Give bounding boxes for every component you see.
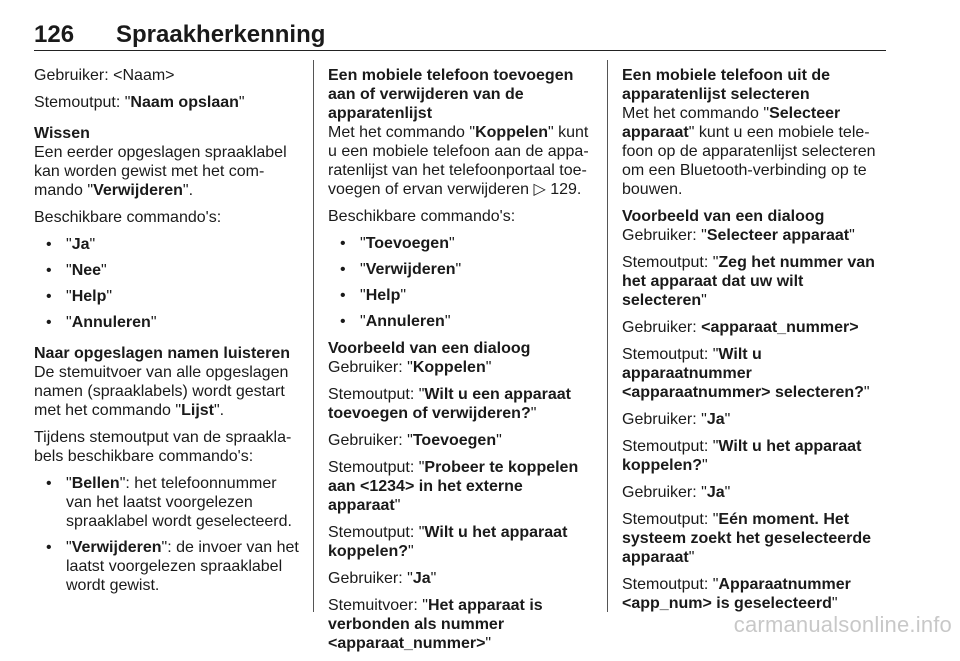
list-item: • "Verwijderen" xyxy=(328,260,598,279)
dialog-line: Stemoutput: "Apparaatnummer <app_num> is geselecteerd" xyxy=(622,576,851,612)
section-heading-add-remove: Een mobiele telefoon toevoegen aan of verwijderen van de apparatenlijst xyxy=(328,67,574,122)
dialog-line: Gebruiker: "Ja" xyxy=(622,484,731,501)
paragraph: Met het commando "Koppelen" kunt u een mobiele telefoon aan de appa-ratenlijst van het telefoonportaal toe-voegen of ervan verwijderen ▷ 129. xyxy=(328,124,589,198)
list-item: • "Annuleren" xyxy=(328,312,598,331)
paragraph: Een eerder opgeslagen spraaklabel kan worden gewist met het com-mando "Verwijderen". xyxy=(34,144,287,199)
example-heading: Voorbeeld van een dialoog xyxy=(328,340,531,357)
dialog-line: Stemoutput: "Wilt u een apparaat toevoegen of verwijderen?" xyxy=(328,386,571,422)
watermark: carmanualsonline.info xyxy=(733,612,952,637)
dialog-line: Stemoutput: "Naam opslaan" xyxy=(34,94,245,111)
paragraph: Met het commando "Selecteer apparaat" kunt u een mobiele tele-foon op de apparatenlijst selecteren om een Bluetooth-verbinding op te bouwen. xyxy=(622,105,876,198)
section-heading-wissen: Wissen xyxy=(34,125,90,142)
dialog-line: Gebruiker: "Koppelen" xyxy=(328,359,492,376)
dialog-line: Gebruiker: "Toevoegen" xyxy=(328,432,502,449)
dialog-line: Stemuitvoer: "Het apparaat is verbonden als nummer <apparaat_nummer>" xyxy=(328,597,543,652)
dialog-line: Gebruiker: "Selecteer apparaat" xyxy=(622,227,855,244)
column-2 xyxy=(328,66,598,661)
dialog-line: Gebruiker: <apparaat_nummer> xyxy=(622,319,859,336)
dialog-line: Stemoutput: "Eén moment. Het systeem zoekt het geselecteerde apparaat" xyxy=(622,511,872,566)
list-item: • "Nee" xyxy=(34,261,302,280)
dialog-line: Stemoutput: "Probeer te koppelen aan <1234> in het externe apparaat" xyxy=(328,459,579,514)
list-item: • "Help" xyxy=(34,287,302,306)
dialog-line: Stemoutput: "Wilt u het apparaat koppelen?" xyxy=(622,438,862,474)
list-item: • "Help" xyxy=(328,286,598,305)
page-header xyxy=(34,22,886,51)
paragraph: De stemuitvoer van alle opgeslagen namen (spraaklabels) wordt gestart met het commando "Lijst". xyxy=(34,364,289,419)
section-heading-listen: Naar opgeslagen namen luisteren xyxy=(34,345,291,362)
dialog-line: Gebruiker: <Naam> xyxy=(34,67,175,84)
dialog-line: Stemoutput: "Zeg het nummer van het apparaat dat uw wilt selecteren" xyxy=(622,254,875,309)
list-item: • "Verwijderen": de invoer van het laatst voorgelezen spraaklabel wordt gewist. xyxy=(34,538,302,595)
column-divider-2 xyxy=(607,60,608,612)
dialog-line: Gebruiker: "Ja" xyxy=(328,570,437,587)
list-item: • "Ja" xyxy=(34,235,302,254)
page-title: Spraakherkenning xyxy=(116,21,326,48)
page-number: 126 xyxy=(34,21,75,48)
dialog-line: Stemoutput: "Wilt u het apparaat koppelen?" xyxy=(328,524,568,560)
section-heading-select: Een mobiele telefoon uit de apparatenlijst selecteren xyxy=(622,67,831,103)
page-reference-arrow-icon: ▷ xyxy=(533,181,546,198)
dialog-line: Gebruiker: "Ja" xyxy=(622,411,731,428)
list-item: • "Toevoegen" xyxy=(328,234,598,253)
column-3 xyxy=(622,66,892,621)
available-commands-label: Beschikbare commando's: xyxy=(34,209,222,226)
available-commands-label: Beschikbare commando's: xyxy=(328,208,516,225)
column-1 xyxy=(34,66,302,603)
command-list xyxy=(328,234,598,331)
list-item: • "Bellen": het telefoonnummer van het laatst voorgelezen spraaklabel wordt geselecteerd. xyxy=(34,474,302,531)
command-list xyxy=(34,235,302,332)
example-heading: Voorbeeld van een dialoog xyxy=(622,208,825,225)
command-list xyxy=(34,474,302,595)
list-item: • "Annuleren" xyxy=(34,313,302,332)
dialog-line: Stemoutput: "Wilt u apparaatnummer <apparaatnummer> selecteren?" xyxy=(622,346,870,401)
paragraph: Tijdens stemoutput van de spraakla-bels beschikbare commando's: xyxy=(34,429,292,465)
column-divider-1 xyxy=(313,60,314,612)
